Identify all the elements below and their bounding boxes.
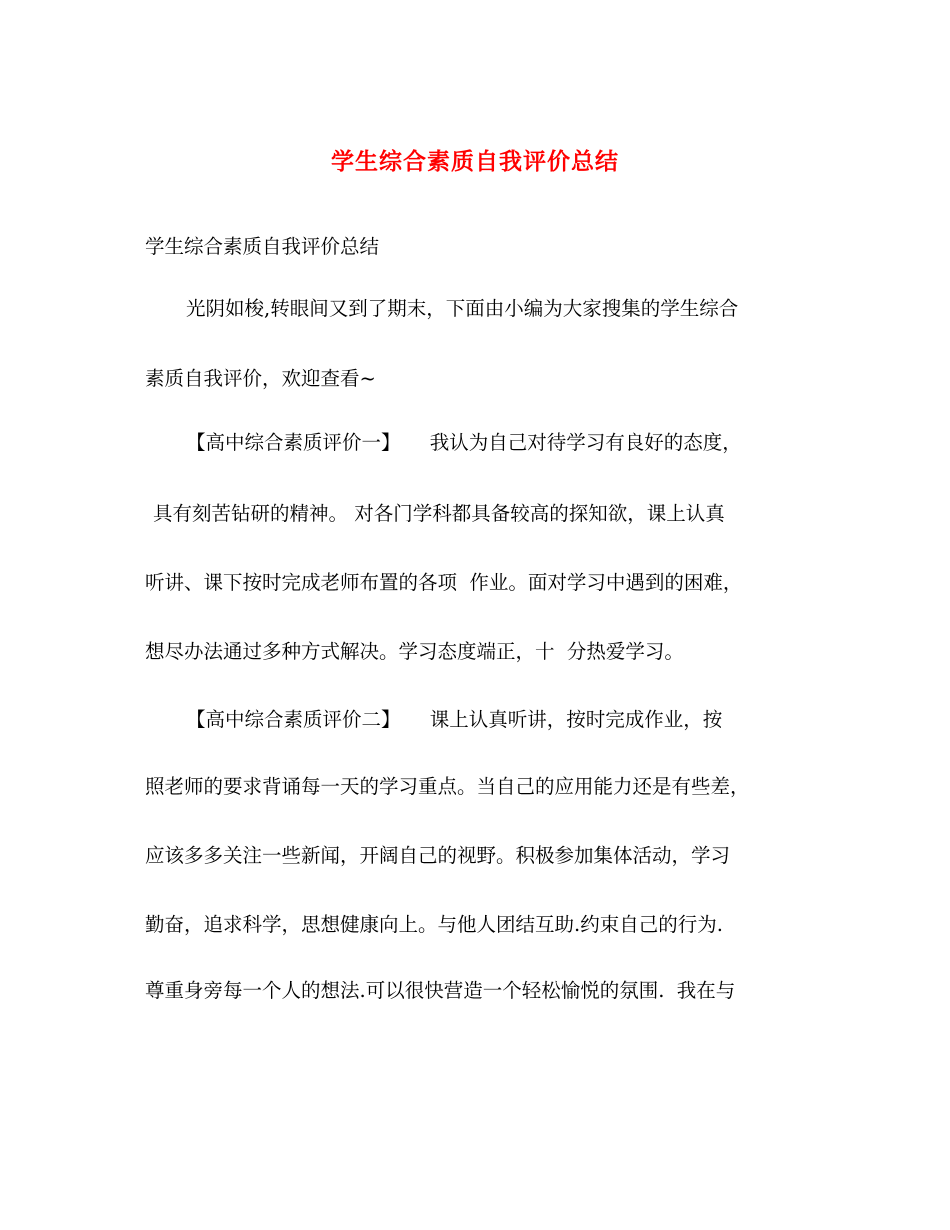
paragraph-line: 具有刻苦钻研的精神。 对各门学科都具备较高的探知欲，课上认真 [153,502,725,525]
paragraph-line: 勤奋，追求科学，思想健康向上。与他人团结互助.约束自己的行为. [145,913,723,936]
paragraph-line: 想尽办法通过多种方式解决。学习态度端正，十 分热爱学习。 [145,640,684,663]
paragraph-line: 照老师的要求背诵每一天的学习重点。当自己的应用能力还是有些差， [145,775,750,798]
document-title: 学生综合素质自我评价总结 [331,148,619,175]
subtitle-line: 学生综合素质自我评价总结 [145,235,380,258]
paragraph-line: 光阴如梭,转眼间又到了期末，下面由小编为大家搜集的学生综合 [186,297,739,320]
paragraph-line: 尊重身旁每一个人的想法.可以很快营造一个轻松愉悦的氛围. 我在与 [145,979,736,1002]
paragraph-line: 【高中综合素质评价二】 课上认真听讲，按时完成作业，按 [186,708,723,731]
paragraph-line: 应该多多关注一些新闻，开阔自己的视野。积极参加集体活动，学习 [145,844,731,867]
paragraph-line: 【高中综合素质评价一】 我认为自己对待学习有良好的态度， [186,431,742,454]
paragraph-line: 素质自我评价，欢迎查看~ [145,367,376,390]
paragraph-line: 听讲、课下按时完成老师布置的各项 作业。面对学习中遇到的困难， [145,571,743,594]
